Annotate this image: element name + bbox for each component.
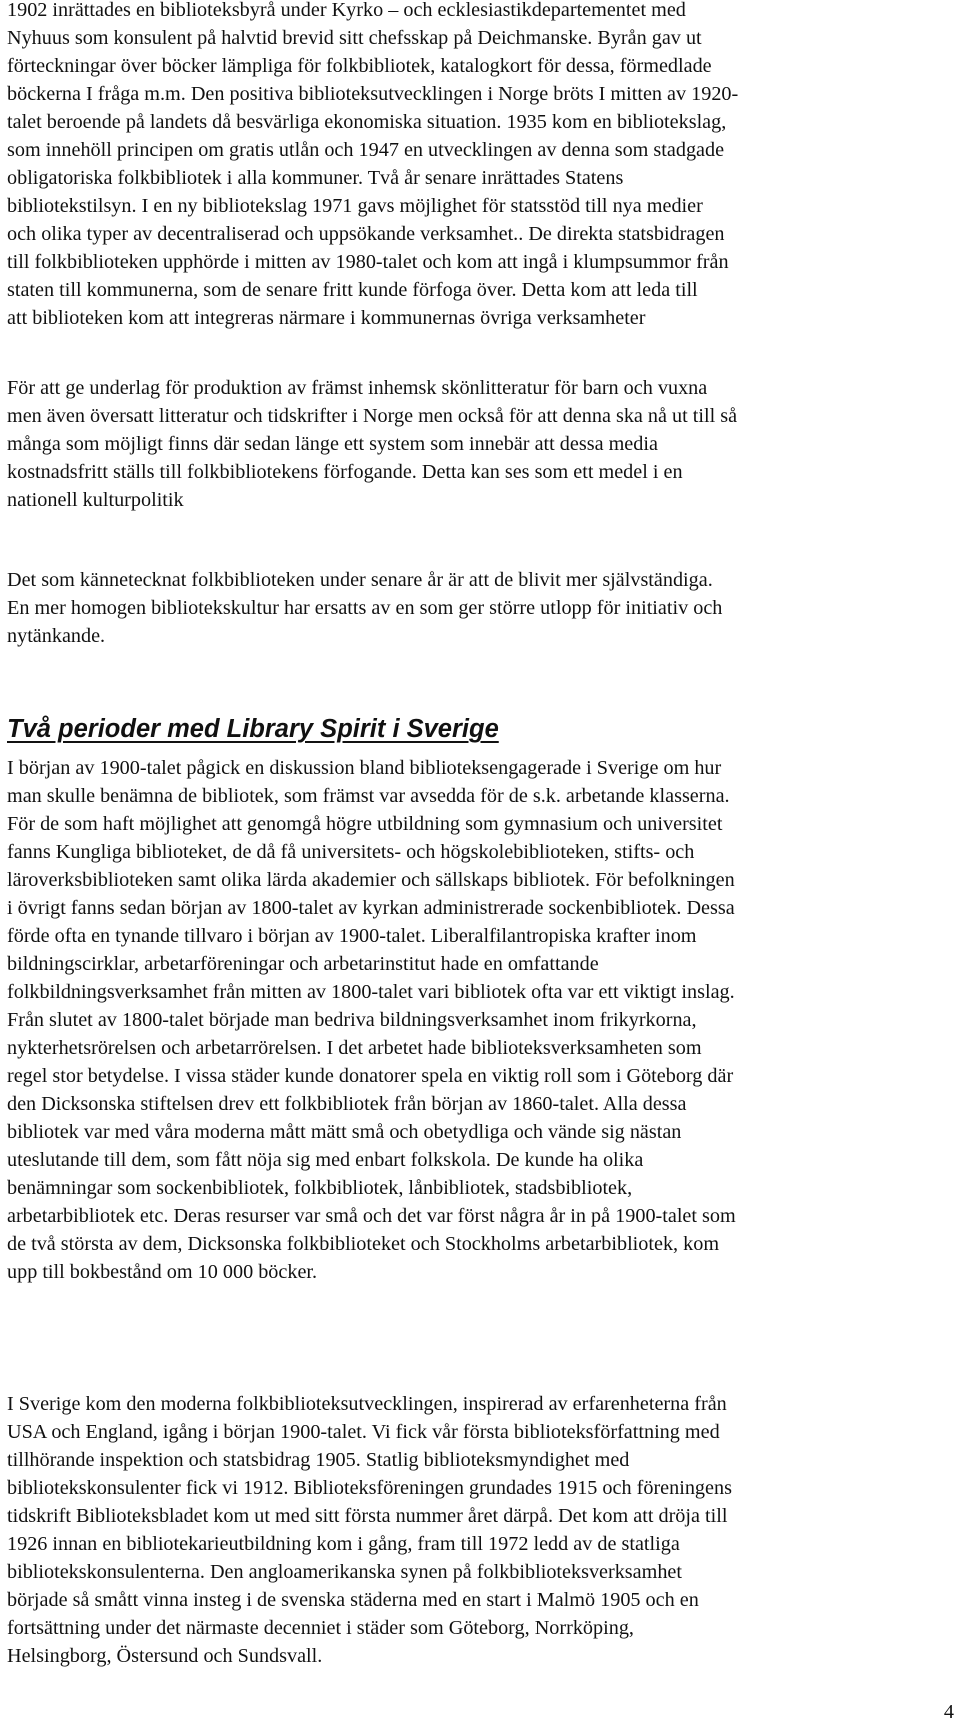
text-line: tillhörande inspektion och statsbidrag 1905. Statlig biblioteksmyndighet med (7, 1449, 630, 1471)
section-heading: Två perioder med Library Spirit i Sverige (7, 715, 499, 743)
text-line: bibliotekstilsyn. I en ny bibliotekslag 1971 gavs möjlighet för statsstöd till nya medier (7, 195, 703, 217)
text-line: bibliotek var med våra moderna mått mätt små och obetydliga och vände sig nästan (7, 1121, 682, 1143)
text-line: staten till kommunerna, som de senare fritt kunde förfoga över. Detta kom att leda till (7, 279, 698, 301)
text-line: de två största av dem, Dicksonska folkbiblioteket och Stockholms arbetarbibliotek, kom (7, 1233, 720, 1255)
text-line: förde ofta en tynande tillvaro i början av 1900-talet. Liberalfilantropiska krafter inom (7, 925, 697, 947)
text-line: Det som kännetecknat folkbiblioteken under senare år är att de blivit mer självständiga. (7, 569, 713, 591)
text-line: 1902 inrättades en biblioteksbyrå under Kyrko – och ecklesiastikdepartementet med (7, 0, 686, 21)
text-line: läroverksbiblioteken samt olika lärda akademier och sällskaps bibliotek. För befolkningen (7, 869, 735, 891)
text-line: i övrigt fanns sedan början av 1800-talet av kyrkan administrerade sockenbibliotek. Dessa (7, 897, 735, 919)
text-line: men även översatt litteratur och tidskrifter i Norge men också för att denna ska nå ut till så (7, 405, 738, 427)
text-line: USA och England, igång i början 1900-talet. Vi fick vår första biblioteksförfattning med (7, 1421, 720, 1443)
text-line: kostnadsfritt ställs till folkbibliotekens förfogande. Detta kan ses som ett medel i en (7, 461, 683, 483)
text-line: En mer homogen bibliotekskultur har ersatts av en som ger större utlopp för initiativ och (7, 597, 723, 619)
paragraph-sweden-modern-libraries (7, 1390, 732, 1670)
text-line: arbetarbibliotek etc. Deras resurser var små och det var först några år in på 1900-talet som (7, 1205, 736, 1227)
text-line: bibliotekskonsulenter fick vi 1912. Biblioteksföreningen grundades 1915 och föreningens (7, 1477, 732, 1499)
text-line: som innehöll principen om gratis utlån och 1947 en utvecklingen av denna som stadgade (7, 139, 725, 161)
text-line: började så smått vinna insteg i de svenska städerna med en start i Malmö 1905 och en (7, 1589, 699, 1611)
text-line: Helsingborg, Östersund och Sundsvall. (7, 1645, 323, 1667)
paragraph-sweden-early-libraries (7, 754, 736, 1286)
text-line: folkbildningsverksamhet från mitten av 1800-talet vari bibliotek ofta var ett viktigt inslag. (7, 981, 735, 1003)
page-number: 4 (943, 1701, 954, 1723)
text-line: fortsättning under det närmaste decenniet i städer som Göteborg, Norrköping, (7, 1617, 634, 1639)
text-line: nykterhetsrörelsen och arbetarrörelsen. I det arbetet hade biblioteksverksamheten som (7, 1037, 702, 1059)
text-line: fanns Kungliga biblioteket, de då få universitets- och högskolebiblioteken, stifts- och (7, 841, 695, 863)
text-line: många som möjligt finns där sedan länge ett system som innebär att dessa media (7, 433, 658, 455)
text-line: tidskrift Biblioteksbladet kom ut med sitt första nummer året därpå. Det kom att dröja till (7, 1505, 728, 1527)
text-line: uteslutande till dem, som fått nöja sig med enbart folkskola. De kunde ha olika (7, 1149, 644, 1171)
text-line: och olika typer av decentraliserad och uppsökande verksamhet.. De direkta statsbidragen (7, 223, 725, 245)
text-line: böckerna I fråga m.m. Den positiva biblioteksutvecklingen i Norge bröts I mitten av 1920- (7, 83, 739, 105)
text-line: 1926 innan en bibliotekarieutbildning kom i gång, fram till 1972 ledd av de statliga (7, 1533, 680, 1555)
text-line: nytänkande. (7, 625, 106, 647)
text-line: upp till bokbestånd om 10 000 böcker. (7, 1261, 318, 1283)
paragraph-norway-library-history (7, 0, 738, 332)
text-line: den Dicksonska stiftelsen drev ett folkbibliotek från början av 1860-talet. Alla dessa (7, 1093, 687, 1115)
text-line: obligatoriska folkbibliotek i alla kommuner. Två år senare inrättades Statens (7, 167, 624, 189)
paragraph-recent-independence (7, 566, 722, 650)
text-line: bibliotekskonsulenterna. Den angloamerikanska synen på folkbiblioteksverksamhet (7, 1561, 682, 1583)
text-line: regel stor betydelse. I vissa städer kunde donatorer spela en viktig roll som i Göteborg där (7, 1065, 734, 1087)
text-line: bildningscirklar, arbetarföreningar och arbetarinstitut hade en omfattande (7, 953, 599, 975)
text-line: förteckningar över böcker lämpliga för folkbibliotek, katalogkort för dessa, förmedlade (7, 55, 712, 77)
text-line: man skulle benämna de bibliotek, som främst var avsedda för de s.k. arbetande klasserna. (7, 785, 730, 807)
text-line: Nyhuus som konsulent på halvtid brevid sitt chefsskap på Deichmanske. Byrån gav ut (7, 27, 702, 49)
paragraph-norway-literature-support (7, 374, 737, 514)
text-line: att biblioteken kom att integreras närmare i kommunernas övriga verksamheter (7, 307, 646, 329)
text-line: För att ge underlag för produktion av främst inhemsk skönlitteratur för barn och vuxna (7, 377, 708, 399)
text-line: nationell kulturpolitik (7, 489, 184, 511)
text-line: I Sverige kom den moderna folkbiblioteksutvecklingen, inspirerad av erfarenheterna från (7, 1393, 727, 1415)
text-line: För de som haft möjlighet att genomgå högre utbildning som gymnasium och universitet (7, 813, 723, 835)
text-line: talet beroende på landets då besvärliga ekonomiska situation. 1935 kom en bibliotekslag, (7, 111, 727, 133)
text-line: till folkbiblioteken upphörde i mitten av 1980-talet och kom att ingå i klumpsummor från (7, 251, 729, 273)
text-line: benämningar som sockenbibliotek, folkbibliotek, lånbibliotek, stadsbibliotek, (7, 1177, 633, 1199)
text-line: I början av 1900-talet pågick en diskussion bland biblioteksengagerade i Sverige om hur (7, 757, 722, 779)
text-line: Från slutet av 1800-talet började man bedriva bildningsverksamhet inom frikyrkorna, (7, 1009, 697, 1031)
